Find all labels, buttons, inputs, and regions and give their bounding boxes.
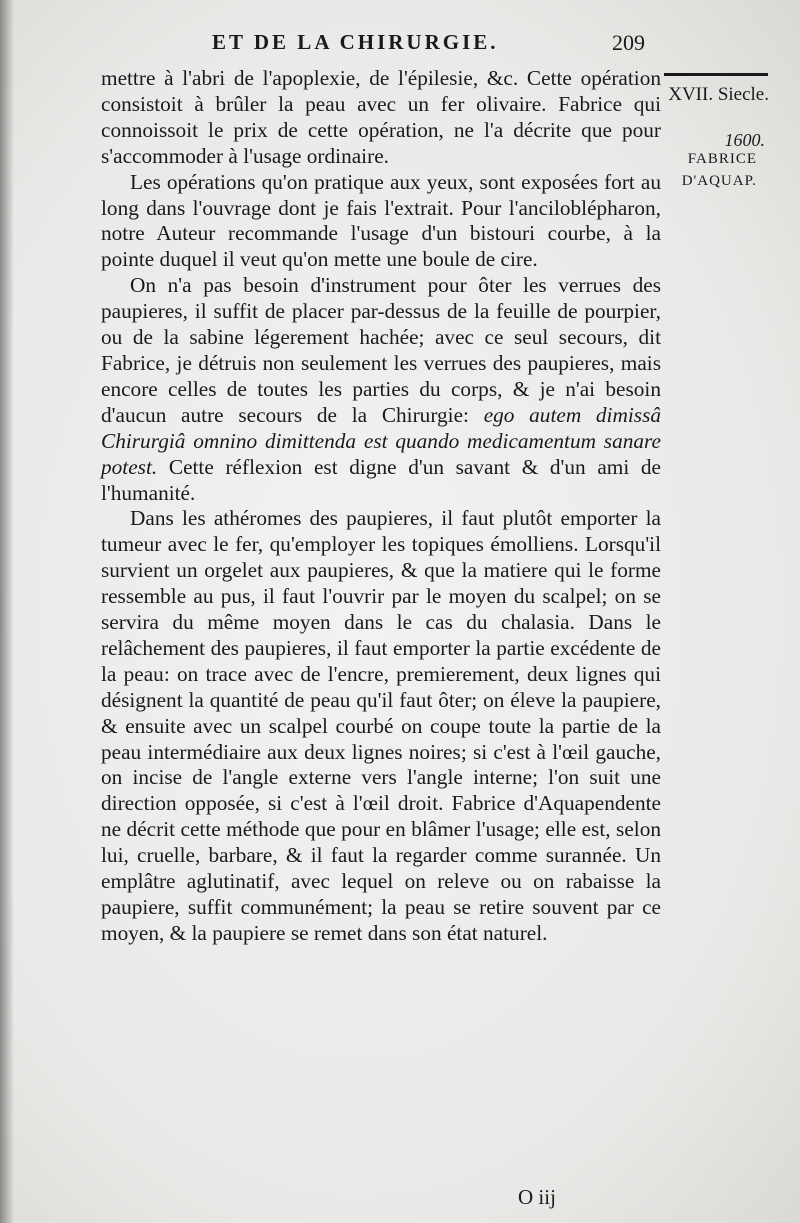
paragraph-3-start: On n'a pas besoin d'instrument pour ôter les verrues des paupieres, il suffit de placer par-dessus de la feuille de pourpier, ou de la sabine légerement hachée; avec ce seul secours, dit Fabrice, je détruis non seulement les verrues des paupieres, mais encore celles de toutes les parties du corps, & je n'ai besoin d'aucun autre secours de la Chirurgie: [101,273,661,427]
paragraph-2: Les opérations qu'on pratique aux yeux, sont exposées fort au long dans l'ouvrage dont je fais l'extrait. Pour l'anciloblépharon, notre Auteur recommande l'usage d'un bistouri courbe, à la pointe duquel il veut qu'on mette une boule de cire. [101,169,661,272]
paragraph-1: mettre à l'abri de l'apoplexie, de l'épilesie, &c. Cette opération consistoit à brûler la peau avec un fer olivaire. Fabrice qui connoissoit le prix de cette opération, ne l'a décrite que pour s'accommoder à l'usage ordinaire. [101,66,661,168]
running-head: ET DE LA CHIRURGIE. [212,30,499,54]
margin-century: XVII. Siecle. [668,84,769,105]
paragraph-3-end: Cette réflexion est digne d'un savant & d'un ami de l'humanité. [101,454,662,505]
page-number: 209 [612,30,645,55]
margin-rule [664,73,768,76]
signature-mark: O iij [518,1185,556,1209]
paragraph-4: Dans les athéromes des paupieres, il faut plutôt emporter la tumeur avec le fer, qu'employer les topiques émolliens. Lorsqu'il survient un orgelet aux paupieres, & que la matiere qui le forme ressemble au pus, il faut l'ouvrir par le moyen du scalpel; on se servira du même moyen dans le cas du chalasia. Dans le relâchement des paupieres, il faut emporter la partie excédente de la peau: on trace avec de l'encre, premierement, deux lignes qui désignent la quantité de peau qu'il faut ôter; on éleve la paupiere, & ensuite avec un scalpel courbé on coupe toute la partie de la peau intermédiaire aux deux lignes noires; si c'est à l'œil gauche, on incise de l'angle externe vers l'angle interne; l'on suit une direction opposée, si c'est à l'œil droit. Fabrice d'Aquapendente ne décrit cette méthode que pour en blâmer l'usage; elle est, selon lui, cruelle, barbare, & il faut la regarder comme surannée. Un emplâtre aglutinatif, avec lequel on releve ou on rabaisse la paupiere, suffit communément; la peau se retire souvent par ce moyen, & la paupiere se remet dans son état naturel. [101,506,661,945]
margin-author-line1: FABRICE [687,151,757,167]
margin-author-line2: D'AQUAP. [681,173,757,189]
paragraph-3 [101,273,661,506]
latin-quote: ego autem dimissâ Chirurgiâ omnino dimittenda est quando medicamentum sanare potest. [101,402,661,479]
binding-shadow [0,0,14,1223]
margin-year: 1600. [724,130,765,150]
body-text [101,66,661,947]
